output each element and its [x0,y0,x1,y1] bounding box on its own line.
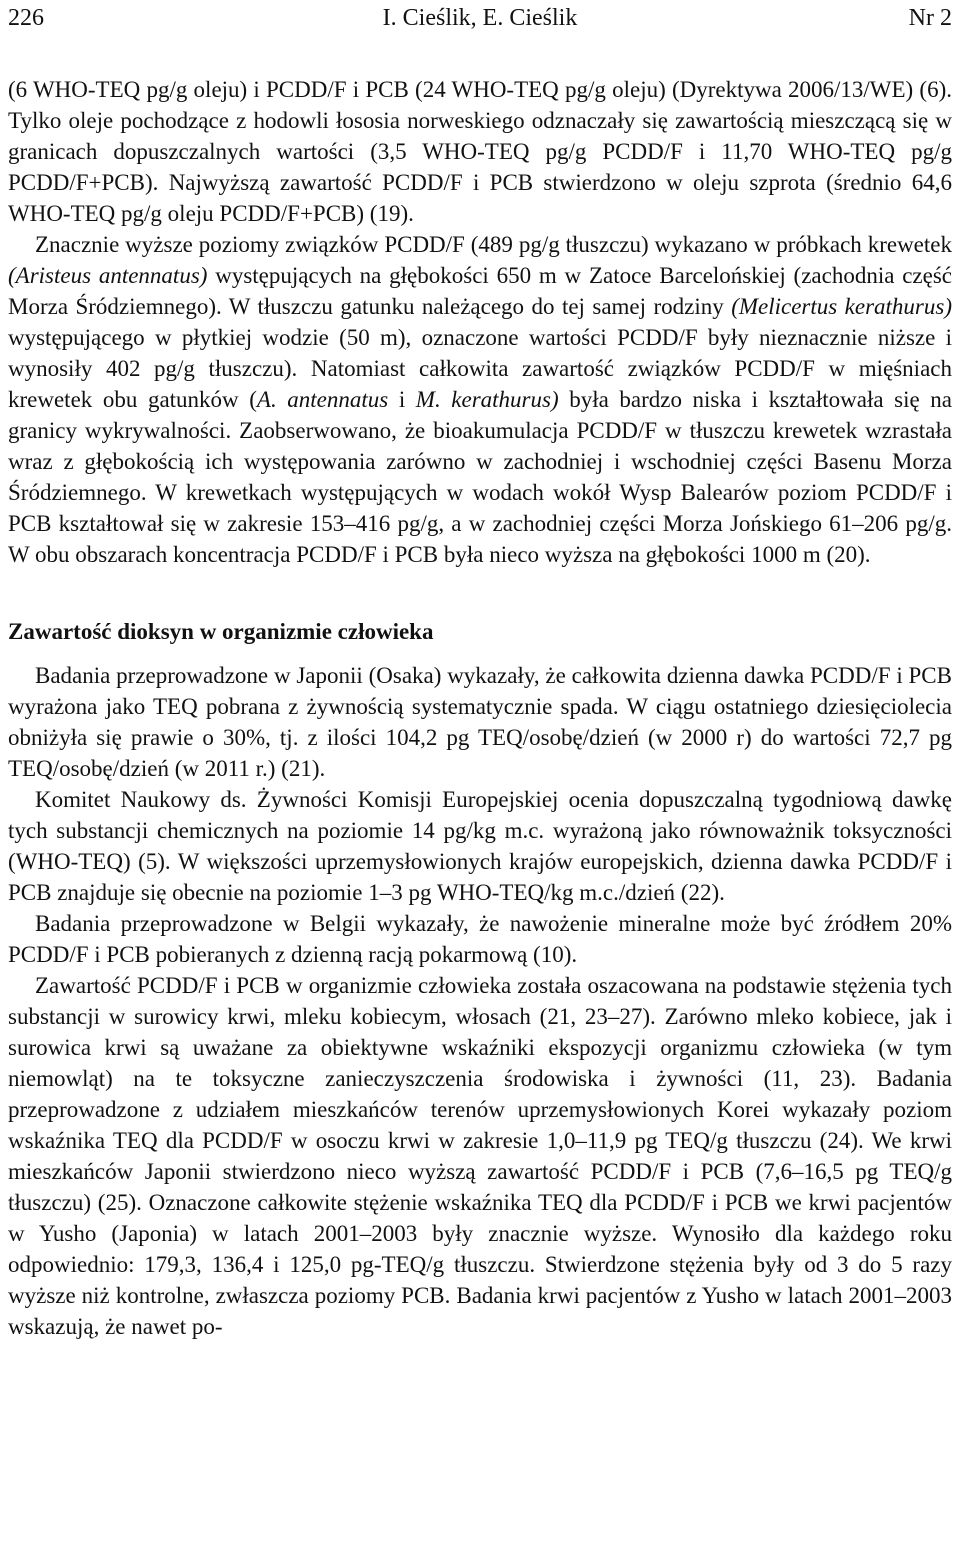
issue-number: Nr 2 [908,5,952,31]
paragraph-p6 [8,970,952,1342]
text-run: (6 WHO-TEQ pg/g oleju) i PCDD/F i PCB (24 WHO-TEQ pg/g oleju) (Dyrektywa 2006/13/WE) (6). Tylko oleje pochodzące z hodowli łososia norweskiego odznaczały się zawartością mieszczącą się w granicach dopuszczalnych wartości (3,5 WHO-TEQ pg/g PCDD/F i 11,70 WHO-TEQ pg/g PCDD/F+PCB). Najwyższą zawartość PCDD/F i PCB stwierdzono w oleju szprota (średnio 64,6 WHO-TEQ pg/g oleju PCDD/F+PCB) (19). [8,77,952,226]
italic-species-name: (Melicertus kerathurus) [731,294,952,319]
text-run: była bardzo niska i kształtowała się na granicy wykrywalności. Zaobserwowano, że bioakumulacja PCDD/F w tłuszczu krewetek wzrastała wraz z głębokością ich występowania zarówno w zachodniej i wschodniej części Basenu Morza Śródziemnego. W krewetkach występujących w wodach wokół Wysp Balearów poziom PCDD/F i PCB kształtował się w zakresie 153–416 pg/g, a w zachodniej części Morza Jońskiego 61–206 pg/g. W obu obszarach koncentracja PCDD/F i PCB była nieco wyższa na głębokości 1000 m (20). [8,387,953,567]
running-authors: I. Cieślik, E. Cieślik [382,5,578,31]
text-run: Badania przeprowadzone w Belgii wykazały, że nawożenie mineralne może być źródłem 20% PCDD/F i PCB pobieranych z dzienną racją pokarmową (10). [8,911,952,967]
text-run: Badania przeprowadzone w Japonii (Osaka) wykazały, że całkowita dzienna dawka PCDD/F i PCB wyrażona jako TEQ pobrana z żywnością systematycznie spada. W ciągu ostatniego dziesięciolecia obniżyła się prawie o 30%, tj. z ilości 104,2 pg TEQ/osobę/dzień (w 2000 r) do wartości 72,7 pg TEQ/osobę/dzień (w 2011 r.) (21). [8,663,952,781]
text-run: występujących na głębokości 650 m w Zatoce Barcelońskiej (zachodnia część Morza Śródziemnego). W tłuszczu gatunku należącego do tej samej rodziny [8,263,952,319]
paragraph-p1 [8,74,952,229]
text-run: Zawartość PCDD/F i PCB w organizmie człowieka została oszacowana na podstawie stężenia tych substancji w surowicy krwi, mleku kobiecym, włosach (21, 23–27). Zarówno mleko kobiece, jak i surowica krwi są uważane za obiektywne wskaźniki ekspozycji organizmu człowieka (w tym niemowląt) na te toksyczne zanieczyszczenia środowiska i żywności (11, 23). Badania przeprowadzone z udziałem mieszkańców terenów uprzemysłowionych Korei wykazały poziom wskaźnika TEQ dla PCDD/F w osoczu krwi w zakresie 1,0–11,9 pg TEQ/g tłuszczu (24). We krwi mieszkańców Japonii stwierdzono nieco wyższą zawartość PCDD/F i PCB (7,6–16,5 pg TEQ/g tłuszczu) (25). Oznaczone całkowite stężenie wskaźnika TEQ dla PCDD/F i PCB we krwi pacjentów w Yusho (Japonia) w latach 2001–2003 były znacznie wyższe. Wynosiło dla każdego roku odpowiednio: 179,3, 136,4 i 125,0 pg-TEQ/g tłuszczu. Stwierdzone stężenia były od 3 do 5 razy wyższe niż kontrolne, zwłaszcza poziomy PCB. Badania krwi pacjentów z Yusho w latach 2001–2003 wskazują, że nawet po- [8,973,952,1339]
text-run: występującego w płytkiej wodzie (50 m), oznaczone wartości PCDD/F były nieznacznie niższe i wynosiły 402 pg/g tłuszczu). Natomiast całkowita zawartość związków PCDD/F w mięśniach krewetek obu gatunków ( [8,325,952,412]
text-run: i [388,387,416,412]
body-text-before-heading [8,74,952,570]
page-number: 226 [8,5,44,31]
italic-species-name: (Aristeus antennatus) [8,263,208,288]
paragraph-p2 [8,229,952,570]
article-body [8,74,952,1342]
italic-species-name: M. kerathurus) [415,387,559,412]
running-header [8,0,952,36]
paragraph-p3 [8,660,952,784]
text-run: Znacznie wyższe poziomy związków PCDD/F (489 pg/g tłuszczu) wykazano w próbkach krewetek [35,232,952,257]
paragraph-p5 [8,908,952,970]
body-text-after-heading [8,660,952,1342]
section-heading: Zawartość dioksyn w organizmie człowieka [8,619,434,644]
paragraph-p4 [8,784,952,908]
italic-species-name: A. antennatus [256,387,389,412]
text-run: Komitet Naukowy ds. Żywności Komisji Europejskiej ocenia dopuszczalną tygodniową dawkę tych substancji chemicznych na poziomie 14 pg/kg m.c. wyrażoną jako równoważnik toksyczności (WHO-TEQ) (5). W większości uprzemysłowionych krajów europejskich, dzienna dawka PCDD/F i PCB znajduje się obecnie na poziomie 1–3 pg WHO-TEQ/kg m.c./dzień (22). [8,787,952,905]
